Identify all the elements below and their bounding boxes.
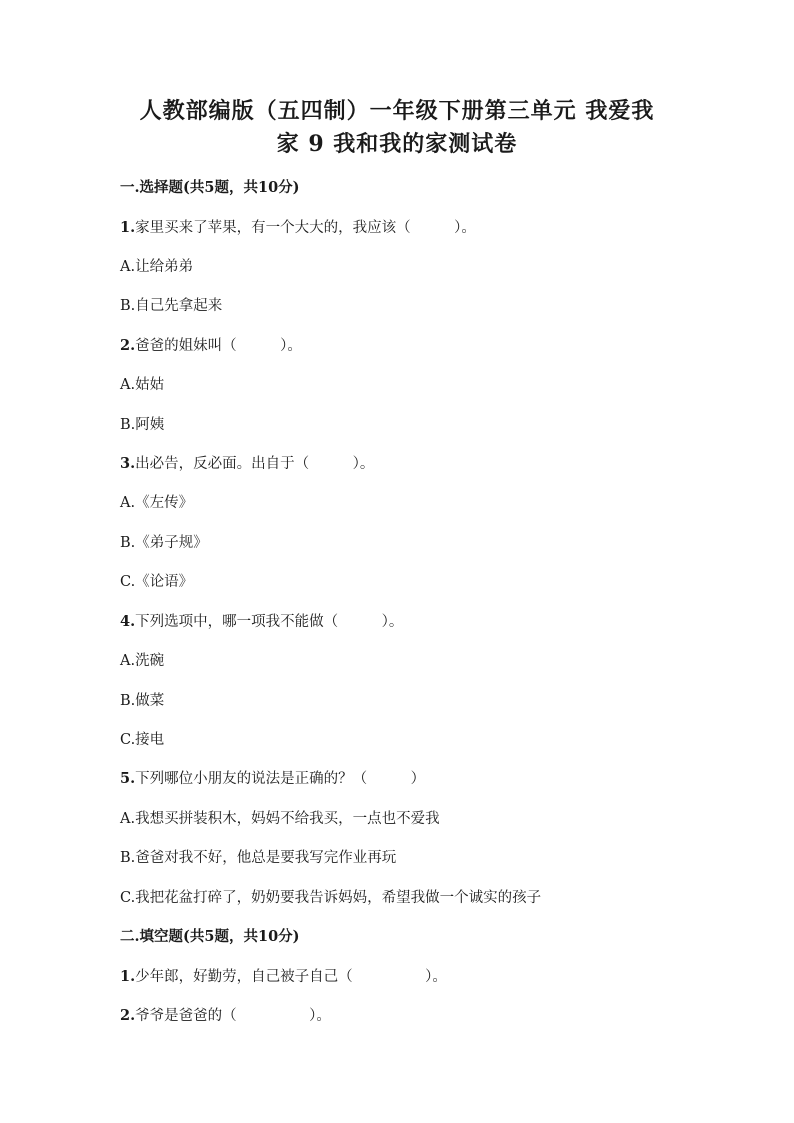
option-2b: B.阿姨: [120, 417, 165, 433]
option-1b: B.自己先拿起来: [120, 298, 223, 314]
question-text: 爸爸的姐妹叫（ ）。: [135, 338, 302, 354]
option-3c: C.《论语》: [120, 574, 194, 590]
question-text: 出必告，反必面。出自于（ ）。: [135, 456, 375, 472]
fill-question-1: [120, 967, 447, 987]
document-title-line-2: 家 9 我和我的家测试卷: [276, 131, 518, 157]
question-text: 家里买来了苹果，有一个大大的，我应该（ ）。: [135, 220, 476, 236]
option-5c: C.我把花盆打碎了，奶奶要我告诉妈妈，希望我做一个诚实的孩子: [120, 890, 542, 906]
section-heading-choice: 一.选择题(共5题，共10分): [120, 179, 300, 196]
option-1a: A.让给弟弟: [120, 259, 194, 275]
question-number: 1.: [120, 968, 136, 985]
option-4a: A.洗碗: [120, 653, 165, 669]
question-5: [120, 769, 425, 789]
question-text: 下列选项中，哪一项我不能做（ ）。: [135, 614, 404, 630]
question-number: 2.: [120, 1007, 136, 1024]
question-text: 少年郎，好勤劳，自己被子自己（ ）。: [135, 969, 447, 985]
option-5b: B.爸爸对我不好，他总是要我写完作业再玩: [120, 850, 397, 866]
section-heading-fill: 二.填空题(共5题，共10分): [120, 928, 300, 945]
fill-question-2: [120, 1006, 331, 1026]
option-5a: A.我想买拼装积木，妈妈不给我买，一点也不爱我: [120, 811, 440, 827]
question-number: 3.: [120, 455, 136, 472]
document-title-line-1: 人教部编版（五四制）一年级下册第三单元 我爱我: [139, 98, 655, 124]
question-4: [120, 612, 403, 632]
option-3b: B.《弟子规》: [120, 535, 208, 551]
question-number: 1.: [120, 219, 136, 236]
question-1: [120, 218, 476, 238]
question-3: [120, 454, 374, 474]
question-text: 爷爷是爸爸的（ ）。: [135, 1008, 331, 1024]
option-4b: B.做菜: [120, 693, 165, 709]
question-number: 5.: [120, 770, 136, 787]
option-2a: A.姑姑: [120, 377, 165, 393]
question-number: 2.: [120, 337, 136, 354]
question-number: 4.: [120, 613, 136, 630]
option-3a: A.《左传》: [120, 495, 194, 511]
option-4c: C.接电: [120, 732, 165, 748]
question-2: [120, 336, 302, 356]
question-text: 下列哪位小朋友的说法是正确的？（ ）: [135, 771, 426, 787]
